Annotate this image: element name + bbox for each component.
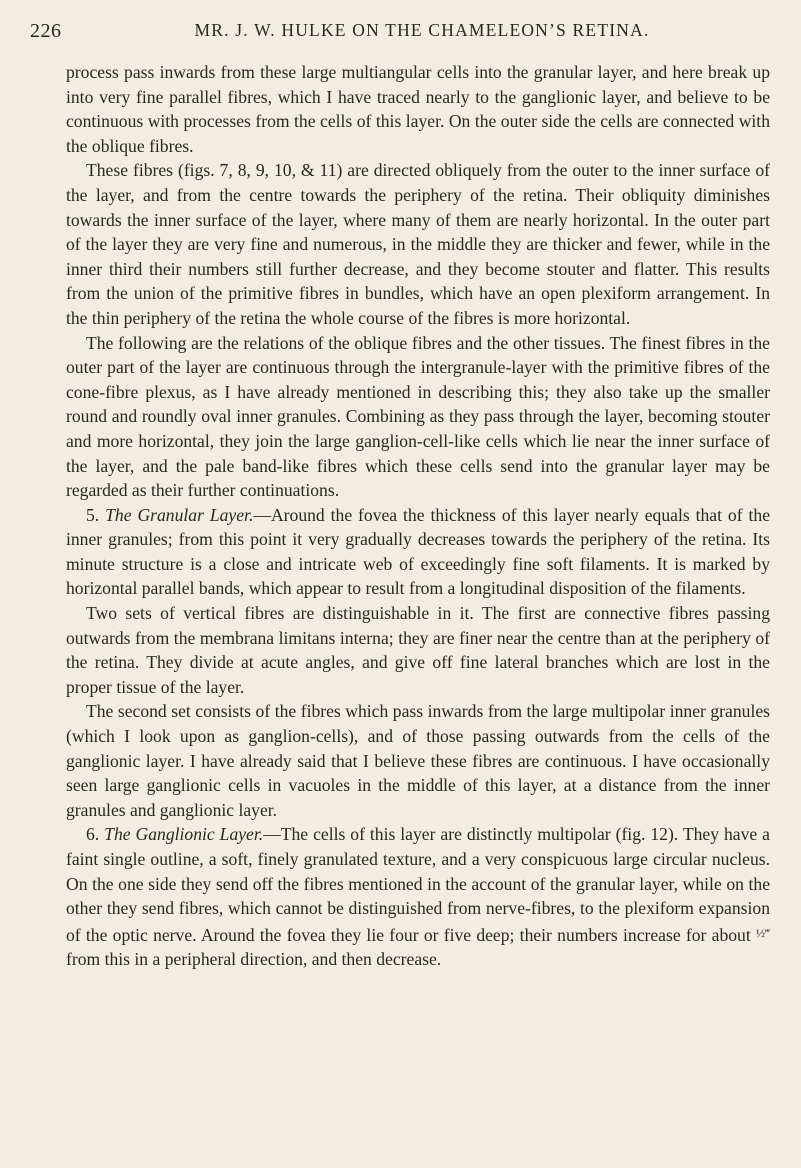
paragraph-continuation: process pass inwards from these large multiangular cells into the granular layer, and here break up into very fine parallel fibres, which I have traced nearly to the ganglionic layer, and believe to be continuous with processes from the cells of this layer. On the outer side the cells are connected with the oblique fibres. (66, 62, 770, 156)
paragraph-oblique-fibres: These fibres (figs. 7, 8, 9, 10, & 11) are directed obliquely from the outer to the inner surface of the layer, and from the centre towards the periphery of the retina. Their obliquity diminishes towards the inner surface of the layer, where many of them are nearly horizontal. In the outer part of the layer they are very fine and numerous, in the middle they are thicker and fewer, while in the inner third their numbers still further decrease, and they become stouter and flatter. This results from the union of the primitive fibres in bundles, which have an open plexiform arrangement. In the thin periphery of the retina the whole course of the fibres is more horizontal. (66, 160, 770, 328)
section-number: 5. (86, 504, 100, 525)
section-heading: The Granular Layer. (105, 504, 254, 525)
page-number: 226 (30, 20, 62, 42)
paragraph-tail: from this in a peripheral direction, and then decrease. (66, 949, 442, 970)
paragraph-granular-layer (66, 503, 770, 601)
paragraph-ganglionic-layer (66, 822, 770, 972)
page-header (30, 20, 770, 50)
paragraph-text: —The cells of this layer are distinctly multipolar (fig. 12). They have a faint single outline, a soft, finely granulated texture, and a very conspicuous large circular nucleus. On the one side they send off the fibres mentioned in the account of the granular layer, while on the other they send fibres, which cannot be distinguished from nerve-fibres, to the plexiform expansion of the optic nerve. Around the fovea they lie four or five deep; their numbers increase for about (66, 824, 770, 945)
running-title: MR. J. W. HULKE ON THE CHAMELEON’S RETINA. (194, 20, 650, 40)
section-heading: The Ganglionic Layer. (104, 824, 264, 845)
paragraph-text: —Around the fovea the thickness of this layer nearly equals that of the inner granules; from this point it very gradually decreases towards the periphery of the retina. Its minute structure is a close and intricate web of exceedingly fine soft filaments. It is marked by horizontal parallel bands, which appear to result from a longitudinal disposition of the filaments. (66, 504, 770, 599)
paragraph-relations: The following are the relations of the oblique fibres and the other tissues. The finest fibres in the outer part of the layer are continuous through the intergranule-layer with the primitive fibres of the cone-fibre plexus, as I have already mentioned in describing this; they also take up the smaller round and roundly oval inner granules. Combining as they pass through the layer, becoming stouter and more horizontal, they join the large ganglion-cell-like cells which lie near the inner surface of the layer, and the pale band-like fibres which these cells send into the granular layer may be regarded as their further continuations. (66, 332, 770, 501)
section-number: 6. (86, 824, 100, 845)
paragraph-second-set: The second set consists of the fibres which pass inwards from the large multipolar inner granules (which I look upon as ganglion-cells), and of those passing outwards from the cells of the ganglionic layer. I have already said that I believe these fibres are continuous. I have occasionally seen large ganglionic cells in vacuoles in the middle of this layer, at a distance from the inner granules and ganglionic layer. (66, 701, 770, 820)
fraction-measure: ½‴ (755, 925, 770, 940)
body-text (66, 60, 770, 972)
paragraph-vertical-fibres: Two sets of vertical fibres are distinguishable in it. The first are connective fibres passing outwards from the membrana limitans interna; they are finer near the centre than at the periphery of the retina. They divide at acute angles, and give off fine lateral branches which are lost in the proper tissue of the layer. (66, 603, 770, 697)
